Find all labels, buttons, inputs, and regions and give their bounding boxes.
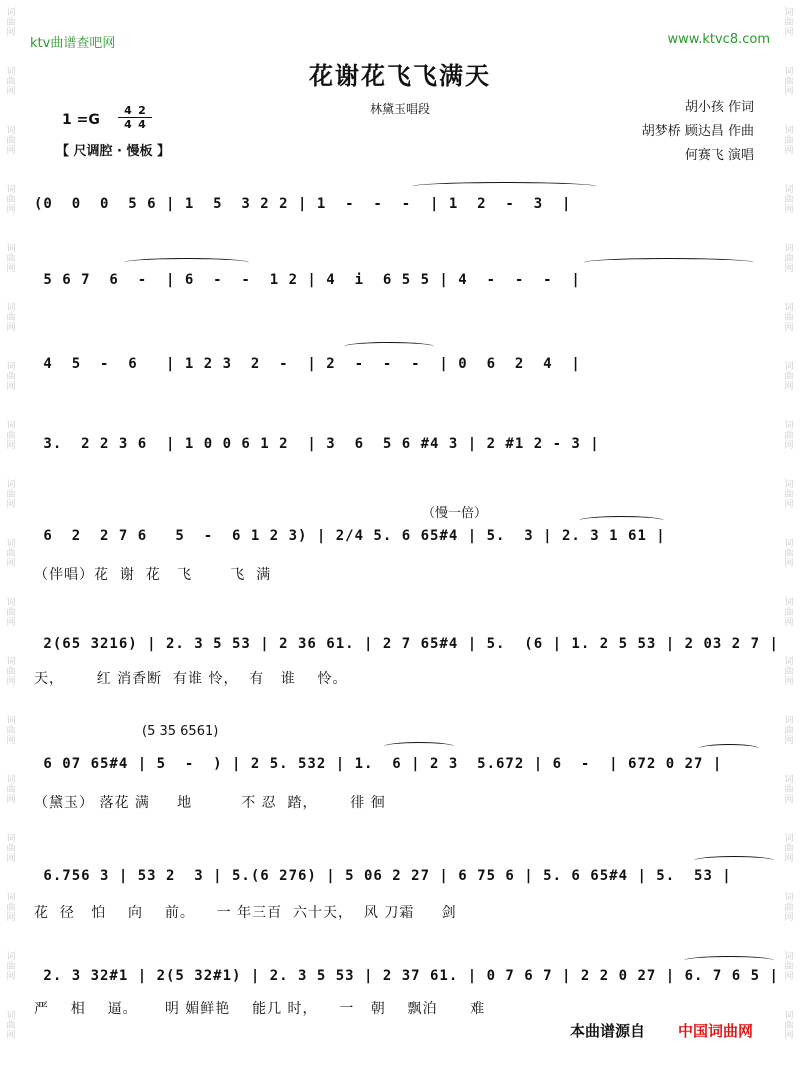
watermark-text: 词 曲 网: [6, 952, 16, 982]
key-signature: 1 =G: [62, 112, 100, 128]
watermark-text: 词 曲 网: [6, 716, 16, 746]
watermark-text: 词 曲 网: [6, 185, 16, 215]
watermark-text: 词 曲 网: [6, 1011, 16, 1041]
composer-credit: 胡梦桥 顾达昌 作曲: [641, 124, 754, 139]
watermark-text: 词 曲 网: [6, 126, 16, 156]
watermark-text: 词 曲 网: [784, 657, 794, 687]
lyric-line-4: 花 径 怕 向 前。 一 年三百 六十天， 风 刀霜 剑: [34, 905, 457, 921]
watermark-text: 词 曲 网: [784, 598, 794, 628]
meter-a-numerator: 4: [124, 104, 132, 117]
notes-line-7: 6 07 65#4 | 5 - ) | 2 5. 532 | 1. 6 | 2 3 5.672 | 6 - | 672 0 27 |: [34, 756, 723, 772]
notes-line-2: 5 6 7 6 - | 6 - - 1 2 | 4 i 6 5 5 | 4 - - - |: [34, 272, 581, 288]
watermark-text: 词 曲 网: [784, 303, 794, 333]
watermark-text: 词 曲 网: [784, 1011, 794, 1041]
notes-line-3: 4 5 - 6 | 1 2 3 2 - | 2 - - - | 0 6 2 4 |: [34, 356, 581, 372]
watermark-text: 词 曲 网: [6, 657, 16, 687]
watermark-text: 词 曲 网: [784, 185, 794, 215]
watermark-text: 词 曲 网: [6, 67, 16, 97]
watermark-text: 词 曲 网: [6, 303, 16, 333]
time-signature: [118, 104, 152, 131]
watermark-text: 词 曲 网: [784, 775, 794, 805]
watermark-text: 词 曲 网: [784, 480, 794, 510]
watermark-text: 词 曲 网: [6, 834, 16, 864]
watermark-text: 词 曲 网: [6, 775, 16, 805]
watermark-text: 词 曲 网: [6, 598, 16, 628]
watermark-text: 词 曲 网: [784, 539, 794, 569]
watermark-text: 词 曲 网: [784, 893, 794, 923]
lyricist-credit: 胡小孩 作词: [684, 100, 754, 115]
right-watermark: [780, 0, 800, 1066]
lyric-line-3: （黛玉） 落花 满 地 不 忍 踏， 徘 徊: [34, 795, 386, 811]
notes-line-8: 6.756 3 | 53 2 3 | 5.(6 276) | 5 06 2 27 | 6 75 6 | 5. 6 65#4 | 5. 53 |: [34, 868, 732, 884]
source-site-link[interactable]: 中国词曲网: [678, 1022, 754, 1040]
notes-line-4: 3. 2 2 3 6 | 1 0 0 6 1 2 | 3 6 5 6 #4 3 | 2 #1 2 - 3 |: [34, 436, 600, 452]
meter-b-numerator: 2: [138, 104, 146, 117]
watermark-text: 词 曲 网: [6, 362, 16, 392]
notes-line-6: 2(65 3216) | 2. 3 5 53 | 2 36 61. | 2 7 65#4 | 5. (6 | 1. 2 5 53 | 2 03 2 7 |: [34, 636, 779, 652]
site-name-left[interactable]: ktv曲谱查吧网: [30, 36, 116, 51]
watermark-text: 词 曲 网: [784, 952, 794, 982]
song-title: 花谢花飞飞满天: [309, 62, 491, 90]
meter-b-denominator: 4: [138, 118, 146, 131]
site-url-right[interactable]: www.ktvc8.com: [667, 32, 770, 47]
song-subtitle: 林黛玉唱段: [369, 102, 430, 116]
watermark-text: 词 曲 网: [784, 67, 794, 97]
watermark-text: 词 曲 网: [784, 421, 794, 451]
tempo-annotation: （慢一倍）: [422, 506, 488, 521]
notation-line-3: [34, 356, 774, 400]
notes-line-1: (0 0 0 5 6 | 1 5 3 2 2 | 1 - - - | 1 2 - 3 |: [34, 196, 572, 212]
watermark-text: 词 曲 网: [6, 244, 16, 274]
meter-a-denominator: 4: [124, 118, 132, 131]
watermark-text: 词 曲 网: [6, 893, 16, 923]
tempo-marking: 【 尺调腔 · 慢板 】: [56, 144, 171, 159]
watermark-text: 词 曲 网: [6, 539, 16, 569]
instrumental-annotation: (5 35 6561): [142, 724, 219, 739]
singer-credit: 何赛飞 演唱: [684, 148, 754, 163]
notation-line-1: [34, 196, 774, 240]
source-label: 本曲谱源自: [570, 1022, 646, 1040]
notation-line-4: [34, 436, 774, 480]
lyric-line-5: 严 相 逼。 明 媚鲜艳 能几 时， 一 朝 飘泊 难: [34, 1001, 486, 1017]
lyric-line-2: 天， 红 消香断 有谁 怜， 有 谁 怜。: [34, 671, 348, 687]
watermark-text: 词 曲 网: [784, 126, 794, 156]
left-watermark: [2, 0, 22, 1066]
watermark-text: 词 曲 网: [784, 362, 794, 392]
watermark-text: 词 曲 网: [6, 8, 16, 38]
watermark-text: 词 曲 网: [6, 421, 16, 451]
notes-line-9: 2. 3 32#1 | 2(5 32#1) | 2. 3 5 53 | 2 37 61. | 0 7 6 7 | 2 2 0 27 | 6. 7 6 5 |: [34, 968, 779, 984]
lyric-line-1: （伴唱）花 谢 花 飞 飞 满: [34, 567, 272, 583]
watermark-text: 词 曲 网: [6, 480, 16, 510]
notation-line-2: [34, 272, 774, 316]
watermark-text: 词 曲 网: [784, 8, 794, 38]
watermark-text: 词 曲 网: [784, 244, 794, 274]
watermark-text: 词 曲 网: [784, 834, 794, 864]
notes-line-5: 6 2 2 7 6 5 - 6 1 2 3) | 2/4 5. 6 65#4 | 5. 3 | 2. 3 1 61 |: [34, 528, 666, 544]
watermark-text: 词 曲 网: [784, 716, 794, 746]
